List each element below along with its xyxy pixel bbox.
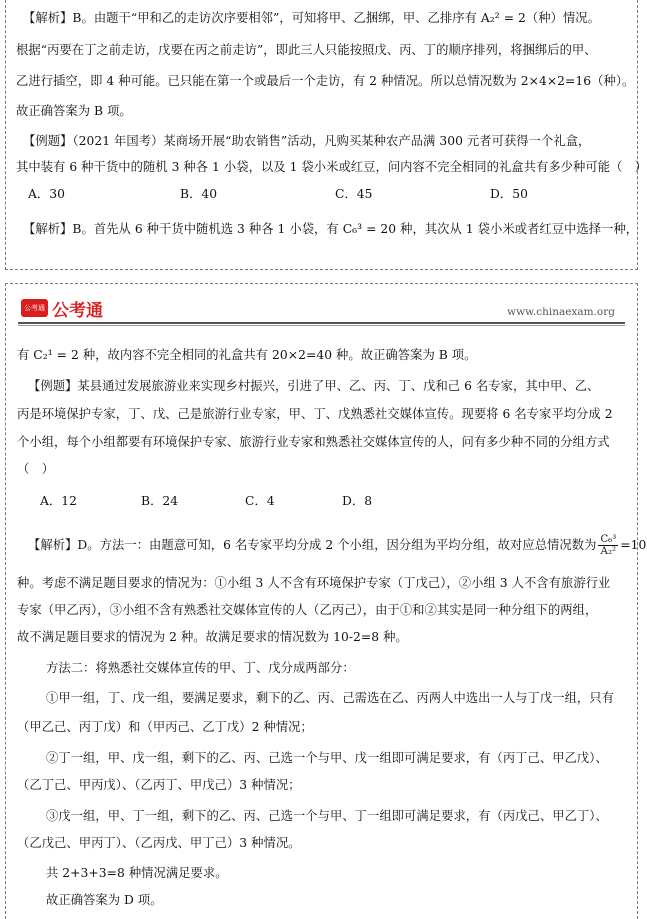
option-d: D．50 xyxy=(490,187,529,201)
solution-line: ③戊一组，甲、丁一组，剩下的乙、丙、己选一个与甲、丁一组即可满足要求，有（丙戊己、甲乙丁）、 xyxy=(46,809,608,823)
solution-line: （乙丁己、甲丙戊）、（乙丙丁、甲戊己）3 种情况； xyxy=(17,778,301,792)
top-content-panel xyxy=(5,0,647,270)
explanation-line: 乙进行插空，即 4 种可能。已只能在第一个或最后一个走访，有 2 种情况。所以总情况数为 2×4×2=16（种）。 xyxy=(16,74,635,88)
solution-intro-text: 【解析】D。方法一：由题意可知，6 名专家平均分成 2 个小组，因分组为平均分组，故对应总情况数为 xyxy=(28,538,597,552)
solution-line: ①甲一组，丁、戊一组，要满足要求，剩下的乙、丙、己需选在乙、丙两人中选出一人与丁戊一组，只有 xyxy=(46,691,614,705)
example-question-line: 【例题】某县通过发展旅游业来实现乡村振兴，引进了甲、乙、丙、丁、戊和己 6 名专家，其中甲、乙、 xyxy=(28,379,600,393)
site-url: www.chinaexam.org xyxy=(507,306,615,318)
answer-options xyxy=(40,493,372,509)
option-d: D．8 xyxy=(342,494,373,508)
solution-line: 故正确答案为 D 项。 xyxy=(46,893,163,907)
solution-line: ②丁一组，甲、戊一组，剩下的乙、丙、己选一个与甲、戊一组即可满足要求，有（丙丁己、甲乙戊）、 xyxy=(46,751,608,765)
option-c: C．4 xyxy=(245,494,275,508)
example-question-line: 其中装有 6 种干货中的随机 3 种各 1 小袋，以及 1 袋小米或红豆，问内容不完全相同的礼盒共有多少种可能（ ） xyxy=(16,160,647,174)
brand-logo: 公考通 xyxy=(21,299,48,317)
solution-line: 共 2+3+3=8 种情况满足要求。 xyxy=(46,866,228,880)
explanation-line: 有 C₂¹ = 2 种，故内容不完全相同的礼盒共有 20×2=40 种。故正确答案为 B 项。 xyxy=(17,348,477,362)
example-question-line: （ ） xyxy=(17,462,55,476)
answer-options xyxy=(28,186,528,202)
solution-line: 种。考虑不满足题目要求的情况为：①小组 3 人不含有环境保护专家（丁戊己），②小组 3 人不含有旅游行业 xyxy=(17,576,611,590)
option-b: B．24 xyxy=(141,494,179,508)
explanation-line: 根据“丙要在丁之前走访，戊要在丙之前走访”，即此三人只能按照戊、丙、丁的顺序排列，将捆绑后的甲、 xyxy=(16,43,597,57)
solution-line: （甲乙己、丙丁戊）和（甲丙己、乙丁戊）2 种情况； xyxy=(17,720,313,734)
fraction-numerator: C₆³ xyxy=(600,534,617,545)
option-a: A．12 xyxy=(40,494,78,508)
header-divider xyxy=(18,322,625,324)
option-b: B．40 xyxy=(180,187,218,201)
example-question-line: 【例题】（2021 年国考）某商场开展“助农销售”活动，凡购买某种农产品满 300 元者可获得一个礼盒， xyxy=(23,134,591,148)
explanation-line: 【解析】B。由题干“甲和乙的走访次序要相邻”，可知将甲、乙捆绑，甲、乙排序有 A₂² = 2（种）情况。 xyxy=(23,11,600,25)
solution-intro xyxy=(28,534,646,557)
solution-line: （乙戊己、甲丙丁）、（乙丙戊、甲丁己）3 种情况。 xyxy=(17,836,301,850)
header-divider-thin xyxy=(18,325,625,326)
explanation-line: 【解析】B。首先从 6 种干货中随机选 3 种各 1 小袋，有 C₆³ = 20 种，其次从 1 袋小米或者红豆中选择一种， xyxy=(23,222,639,236)
brand-name: 公考通 xyxy=(52,301,103,321)
fraction xyxy=(598,534,618,557)
solution-line: 专家（甲乙丙），③小组不含有熟悉社交媒体宣传的人（乙丙己），由于①和②其实是同一种分组下的两组， xyxy=(17,603,598,617)
explanation-line: 故正确答案为 B 项。 xyxy=(16,104,132,118)
fraction-result: =10 xyxy=(620,538,647,552)
example-question-line: 丙是环境保护专家，丁、戊、己是旅游行业专家，甲、丁、戊熟悉社交媒体宣传。现要将 6 名专家平均分成 2 xyxy=(17,407,613,421)
solution-line: 方法二：将熟悉社交媒体宣传的甲、丁、戊分成两部分： xyxy=(46,661,355,675)
solution-line: 故不满足题目要求的情况为 2 种。故满足要求的情况数为 10-2=8 种。 xyxy=(17,630,408,644)
option-a: A．30 xyxy=(28,187,66,201)
fraction-denominator: A₂² xyxy=(600,546,617,557)
page-content-panel xyxy=(5,283,647,919)
example-question-line: 个小组，每个小组都要有环境保护专家、旅游行业专家和熟悉社交媒体宣传的人，问有多少种不同的分组方式 xyxy=(17,435,610,449)
option-c: C．45 xyxy=(335,187,373,201)
